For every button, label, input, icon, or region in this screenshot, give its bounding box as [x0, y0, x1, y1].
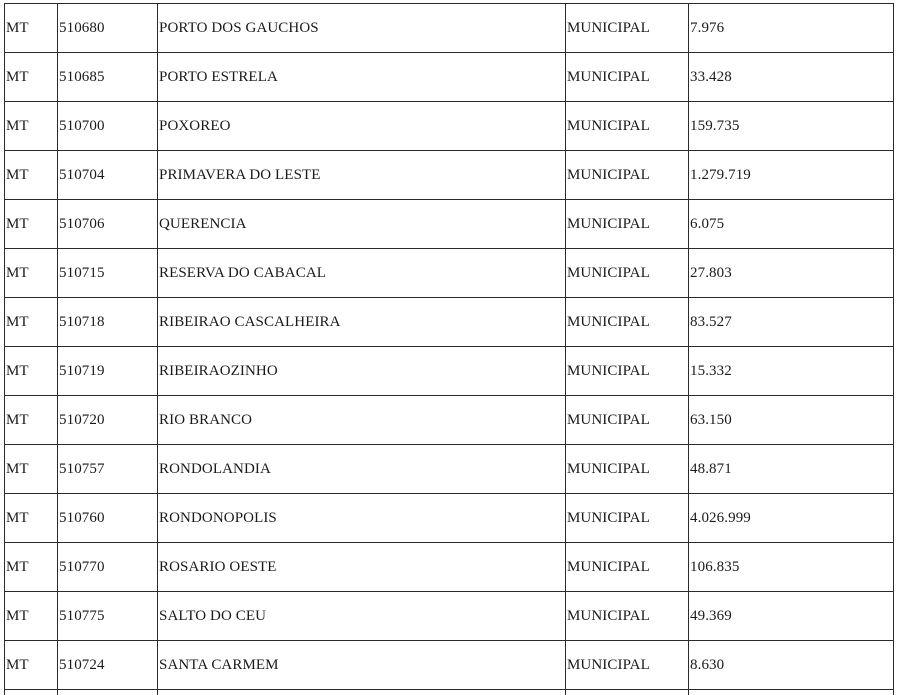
- cell-code: 510720: [58, 396, 158, 445]
- cell-code: 510685: [58, 53, 158, 102]
- cell-code: 510760: [58, 494, 158, 543]
- cell-uf: MT: [5, 494, 58, 543]
- cell-type: MUNICIPAL: [566, 347, 689, 396]
- table-row: [5, 494, 894, 543]
- table-row: [5, 543, 894, 592]
- table-row: [5, 347, 894, 396]
- table-row: [5, 249, 894, 298]
- table-row: [5, 53, 894, 102]
- cell-name: QUERENCIA: [158, 200, 566, 249]
- cell-type: MUNICIPAL: [566, 249, 689, 298]
- table-row: [5, 4, 894, 53]
- cell-type: MUNICIPAL: [566, 543, 689, 592]
- cell-empty: [566, 690, 689, 695]
- cell-empty: [158, 690, 566, 695]
- table-body: [5, 4, 894, 695]
- cell-uf: MT: [5, 641, 58, 690]
- cell-uf: MT: [5, 4, 58, 53]
- cell-empty: [58, 690, 158, 695]
- cell-value: 27.803: [689, 249, 894, 298]
- cell-name: RESERVA DO CABACAL: [158, 249, 566, 298]
- table-row: [5, 102, 894, 151]
- cell-type: MUNICIPAL: [566, 641, 689, 690]
- cell-name: RIBEIRAO CASCALHEIRA: [158, 298, 566, 347]
- cell-value: 4.026.999: [689, 494, 894, 543]
- cell-type: MUNICIPAL: [566, 151, 689, 200]
- cell-value: 48.871: [689, 445, 894, 494]
- cell-code: 510757: [58, 445, 158, 494]
- cell-code: 510718: [58, 298, 158, 347]
- cell-code: 510704: [58, 151, 158, 200]
- cell-name: PORTO DOS GAUCHOS: [158, 4, 566, 53]
- cell-name: SANTA CARMEM: [158, 641, 566, 690]
- cell-code: 510724: [58, 641, 158, 690]
- cell-value: 7.976: [689, 4, 894, 53]
- cell-name: RIBEIRAOZINHO: [158, 347, 566, 396]
- cell-value: 83.527: [689, 298, 894, 347]
- cell-code: 510706: [58, 200, 158, 249]
- cell-name: POXOREO: [158, 102, 566, 151]
- cell-uf: MT: [5, 53, 58, 102]
- cell-value: 8.630: [689, 641, 894, 690]
- cell-uf: MT: [5, 347, 58, 396]
- cell-uf: MT: [5, 543, 58, 592]
- cell-uf: MT: [5, 151, 58, 200]
- cell-value: 106.835: [689, 543, 894, 592]
- cell-code: 510715: [58, 249, 158, 298]
- cell-empty: [689, 690, 894, 695]
- cell-uf: MT: [5, 200, 58, 249]
- cell-name: SALTO DO CEU: [158, 592, 566, 641]
- cell-code: 510770: [58, 543, 158, 592]
- table-row: [5, 445, 894, 494]
- cell-uf: MT: [5, 102, 58, 151]
- table-row-partial: [5, 690, 894, 695]
- cell-code: 510719: [58, 347, 158, 396]
- cell-value: 63.150: [689, 396, 894, 445]
- cell-value: 1.279.719: [689, 151, 894, 200]
- cell-type: MUNICIPAL: [566, 53, 689, 102]
- cell-value: 6.075: [689, 200, 894, 249]
- cell-type: MUNICIPAL: [566, 494, 689, 543]
- table-row: [5, 592, 894, 641]
- cell-name: RONDONOPOLIS: [158, 494, 566, 543]
- cell-empty: [5, 690, 58, 695]
- cell-type: MUNICIPAL: [566, 4, 689, 53]
- table-row: [5, 298, 894, 347]
- cell-uf: MT: [5, 396, 58, 445]
- cell-uf: MT: [5, 445, 58, 494]
- cell-type: MUNICIPAL: [566, 592, 689, 641]
- municipal-data-table: [4, 3, 894, 695]
- table-row: [5, 396, 894, 445]
- cell-name: PORTO ESTRELA: [158, 53, 566, 102]
- cell-uf: MT: [5, 249, 58, 298]
- cell-type: MUNICIPAL: [566, 102, 689, 151]
- cell-name: RONDOLANDIA: [158, 445, 566, 494]
- cell-name: RIO BRANCO: [158, 396, 566, 445]
- cell-value: 15.332: [689, 347, 894, 396]
- cell-uf: MT: [5, 298, 58, 347]
- cell-name: ROSARIO OESTE: [158, 543, 566, 592]
- cell-code: 510680: [58, 4, 158, 53]
- cell-type: MUNICIPAL: [566, 298, 689, 347]
- table-row: [5, 151, 894, 200]
- cell-code: 510775: [58, 592, 158, 641]
- cell-type: MUNICIPAL: [566, 396, 689, 445]
- cell-type: MUNICIPAL: [566, 445, 689, 494]
- cell-type: MUNICIPAL: [566, 200, 689, 249]
- cell-name: PRIMAVERA DO LESTE: [158, 151, 566, 200]
- table-row: [5, 641, 894, 690]
- cell-code: 510700: [58, 102, 158, 151]
- cell-value: 33.428: [689, 53, 894, 102]
- cell-value: 49.369: [689, 592, 894, 641]
- cell-value: 159.735: [689, 102, 894, 151]
- table-row: [5, 200, 894, 249]
- cell-uf: MT: [5, 592, 58, 641]
